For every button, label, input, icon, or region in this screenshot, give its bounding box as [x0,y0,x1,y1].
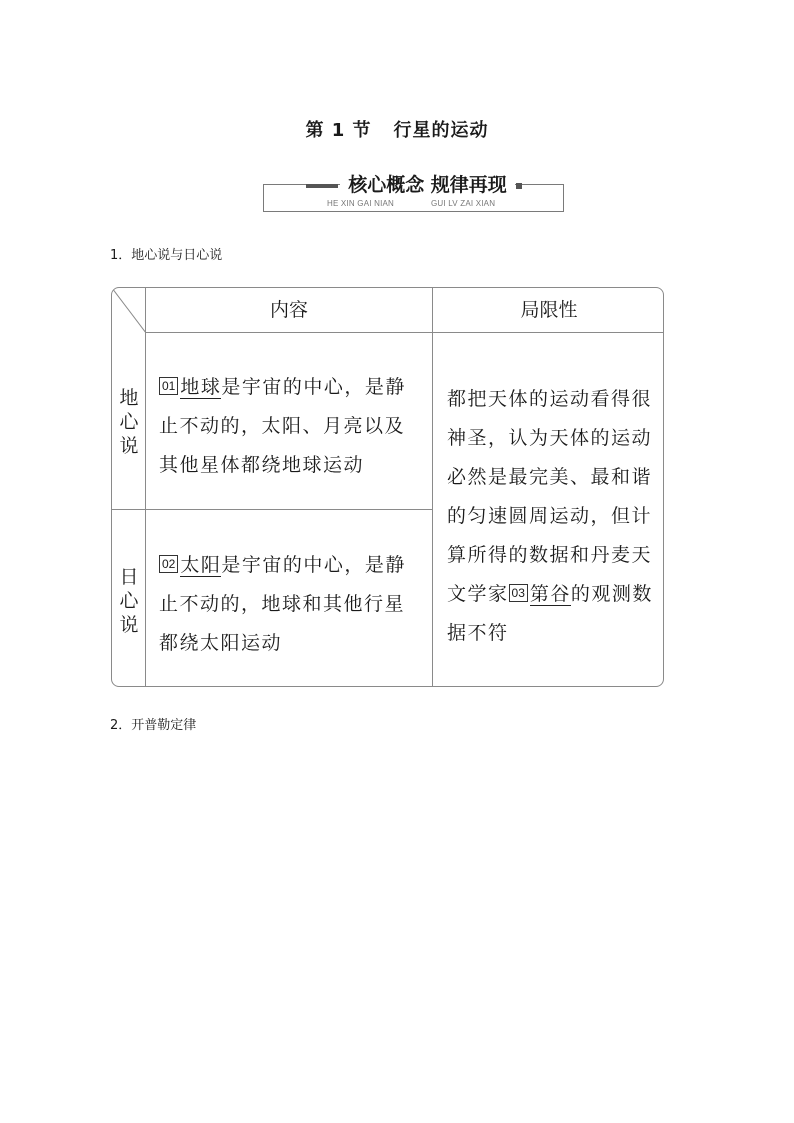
comparison-table [111,287,664,687]
table-divider [112,509,433,510]
header-limitation: 局限性 [520,299,578,321]
section-number: 第 1 节 [305,120,372,141]
table-divider [432,288,433,687]
answer: 第谷 [529,583,571,605]
header-content: 内容 [269,299,308,321]
corner-diagonal [112,288,146,333]
answer: 地球 [180,376,222,398]
table-divider [145,332,664,333]
blank-number: 01 [159,377,178,395]
blank-number: 02 [159,555,178,573]
section-name: 行星的运动 [393,120,489,141]
limitation-text: 都把天体的运动看得很神圣，认为天体的运动必然是最完美、最和谐的匀速圆周运动，但计算所得的数据和丹麦天文学家 [447,388,653,605]
heliocentric-content [159,546,425,663]
banner-pinyin-right: GUI LV ZAI XIAN [431,199,496,208]
section-heading-1: 1．地心说与日心说 [110,248,223,263]
blank-number: 03 [509,584,528,602]
content-text: 是宇宙的中心，是静止不动的，地球和其他行星都绕太阳运动 [159,554,406,654]
page-title [0,116,794,142]
banner-title-text: 核心概念 规律再现 [340,174,515,196]
section-heading-2: 2．开普勒定律 [110,718,197,733]
answer: 太阳 [180,554,222,576]
limitation-content [447,380,655,653]
banner-right-square [516,183,522,189]
content-text: 是宇宙的中心，是静止不动的，太阳、月亮以及其他星体都绕地球运动 [159,376,406,476]
limitation-text: 的观测数据不符 [447,583,653,644]
banner-left-dash [306,184,338,188]
banner-pinyin-left: HE XIN GAI NIAN [327,199,395,208]
banner-title [263,172,564,198]
geocentric-content [159,368,425,485]
table-divider [145,288,146,687]
section-banner [263,172,564,212]
row-label-heliocentric: 日心说 [119,566,139,636]
row-label-geocentric: 地心说 [119,387,139,457]
